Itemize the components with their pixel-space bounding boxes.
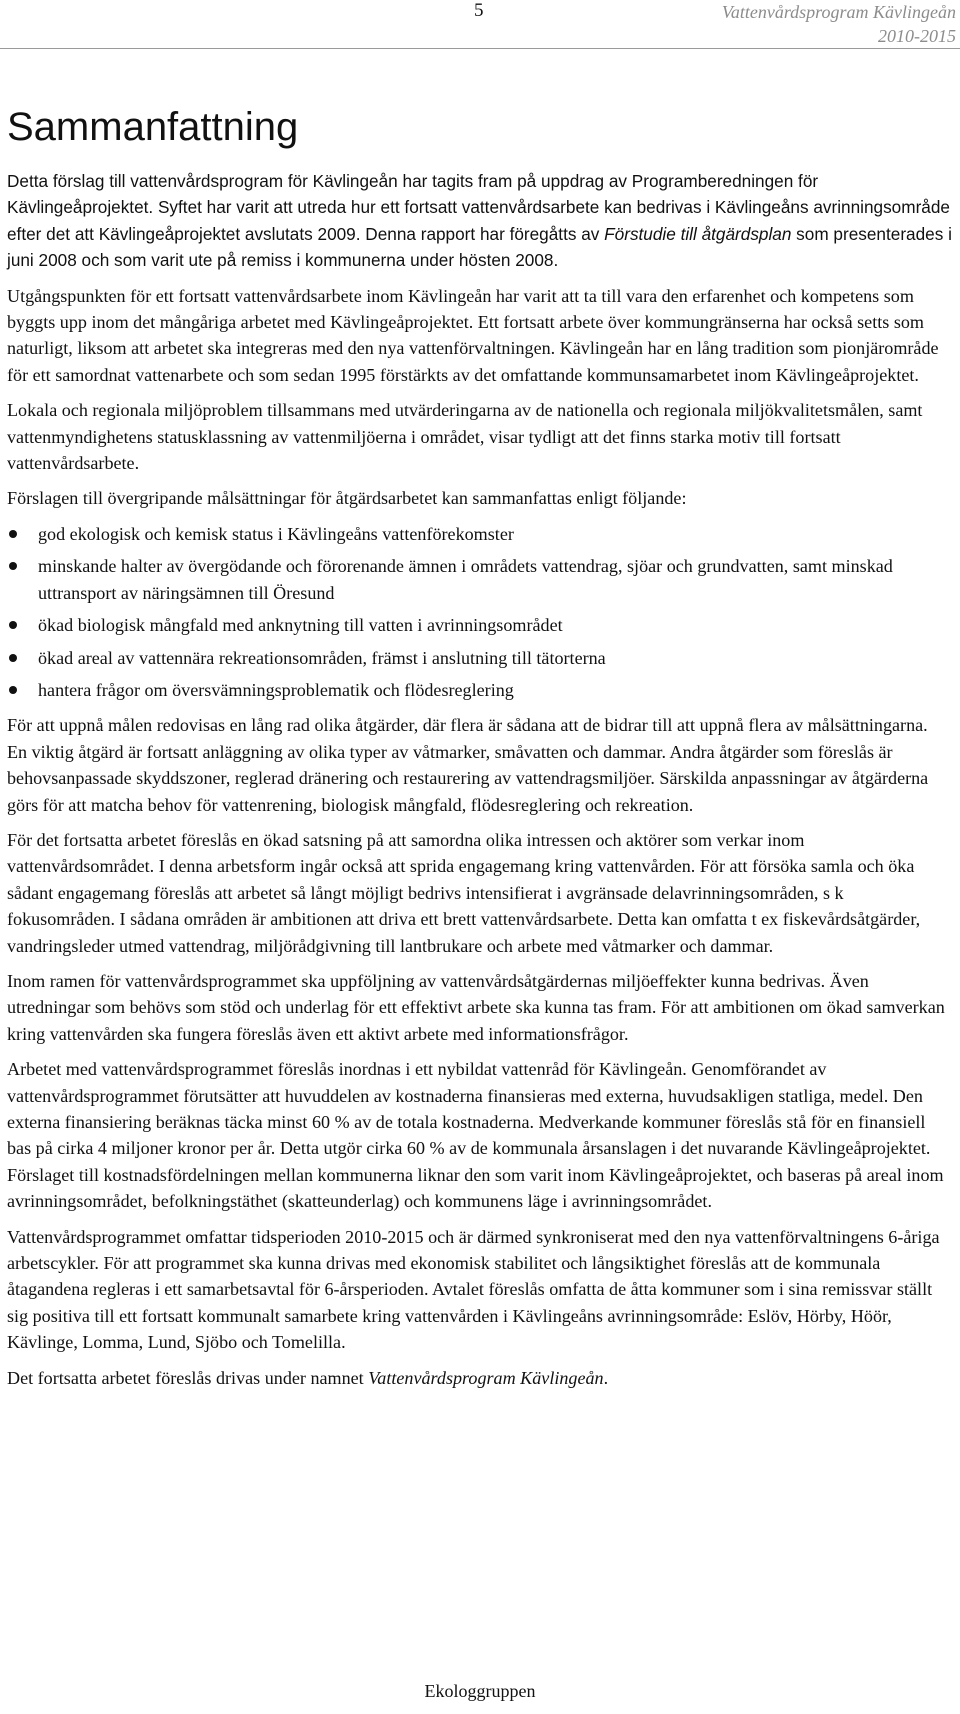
bullet-icon xyxy=(9,654,17,662)
paragraph-follow-up: Inom ramen för vattenvårdsprogrammet ska uppföljning av vattenvårdsåtgärdernas miljöeffekter kunna bedrivas. Även utredningar som behövs som stöd och underlag för ett effektivt arbete ska kunna tas fram. För att ambitionen om ökad samverkan kring vattenvården ska fungera föreslås även ett aktivt arbete med informationsfrågor. xyxy=(7,970,945,1044)
list-item xyxy=(7,553,952,606)
goals-list xyxy=(7,521,952,703)
list-item xyxy=(7,521,952,547)
bullet-icon xyxy=(9,562,17,570)
page-header xyxy=(0,0,960,50)
paragraph-goals-intro: Förslagen till övergripande målsättningar för åtgärdsarbetet kan sammanfattas enligt följande: xyxy=(7,488,687,509)
bullet-icon xyxy=(9,530,17,538)
page-number: 5 xyxy=(474,0,484,21)
list-item-text: god ekologisk och kemisk status i Kävlingeåns vattenförekomster xyxy=(38,523,514,544)
section-heading: Sammanfattning xyxy=(7,105,299,149)
paragraph-measures: För att uppnå målen redovisas en lång rad olika åtgärder, där flera är sådana att de bidrar till att uppnå flera av målsättningarna. En viktig åtgärd är fortsatt anläggning av olika typer av våtmarker, småvatten och dammar. Andra åtgärder som föreslås är behovsanpassade skyddszoner, reglerad dränering och restaurering av vattendragsmiljöer. Särskilda anpassningar av åtgärderna görs för att matcha behov för vattenrening, biologisk mångfald, flödesreglering och rekreation. xyxy=(7,715,929,815)
paragraph-starting-point: Utgångspunkten för ett fortsatt vattenvårdsarbete inom Kävlingeån har varit att ta till vara den erfarenhet och kompetens som byggts upp inom det mångåriga arbetet med Kävlingeåprojektet. Ett fortsatt arbete över kommungränserna har också setts som naturligt, liksom att arbetet ska integreras med den nya vattenförvaltningen. Kävlingeån har en lång tradition som pionjärområde för ett samordnat vattenarbete och som sedan 1995 förstärkts av det omfattande kommunsamarbetet inom Kävlingeåprojektet. xyxy=(7,285,939,385)
page-footer: Ekologgruppen xyxy=(424,1681,536,1701)
list-item xyxy=(7,612,952,638)
list-item-text: hantera frågor om översvämningsproblematik och flödesreglering xyxy=(38,679,514,700)
paragraph-cooperation: För det fortsatta arbetet föreslås en ökad satsning på att samordna olika intressen och aktörer som verkar inom vattenvårdsområdet. I denna arbetsform ingår också att sprida engagemang kring vattenvården. För att försöka samla och öka sådant engagemang föreslås att arbetet så långt möjligt bedrivs intensifierat i avgränsade delavrinningsområden, s k fokusområden. I sådana områden är ambitionen att driva ett brett vattenvårdsarbete. Detta kan omfatta t ex fiskevårdsåtgärder, vandringsleder utmed vattendrag, miljörådgivning till lantbrukare och arbete med våtmarker och dammar. xyxy=(7,829,921,956)
paragraph-program-name xyxy=(7,1365,952,1391)
report-title-italic: Förstudie till åtgärdsplan xyxy=(604,223,792,244)
paragraph-intro-text-a: Detta förslag till vattenvårdsprogram för Kävlingeån har tagits fram på uppdrag av Programberedningen för Kävlingeåprojektet. Syftet har varit att utreda hur ett fortsatt vattenvårdsarbete kan bedrivas i Kävlingeåns avrinningsområde efter det att Kävlingeåprojektet avslutats 2009. Denna rapport har föregåtts av xyxy=(7,171,950,244)
paragraph-financing: Arbetet med vattenvårdsprogrammet föreslås inordnas i ett nybildat vattenråd för Kävlingeån. Genomförandet av vattenvårdsprogrammet förutsätter att huvuddelen av kostnaderna finansieras med externa, huvudsakligen statliga, medel. Den externa finansiering beräknas täcka minst 60 % av de totala kostnaderna. Medverkande kommuner föreslås stå för en finansiell bas på cirka 4 miljoner kronor per år. Detta utgör cirka 60 % av de kommunala årsanslagen i det nuvarande Kävlingeåprojektet. Förslaget till kostnadsfördelningen mellan kommunerna liknar den som varit inom Kävlingeåprojektet, och baseras på areal inom avrinningsområdet, befolkningstäthet (skatteunderlag) och kommunens läge i avrinningsområdet. xyxy=(7,1059,944,1212)
paragraph-environmental-problems: Lokala och regionala miljöproblem tillsammans med utvärderingarna av de nationella och regionala miljökvalitetsmålen, samt vattenmyndighetens statusklassning av vattenmiljöerna i området, visar tydligt att det finns starka motiv till fortsatt vattenvårdsarbete. xyxy=(7,400,923,474)
program-name-italic: Vattenvårdsprogram Kävlingeån xyxy=(368,1367,604,1388)
list-item xyxy=(7,677,952,703)
running-title xyxy=(722,0,956,48)
paragraph-program-name-text-b: . xyxy=(603,1367,609,1388)
list-item xyxy=(7,645,952,671)
running-title-line1: Vattenvårdsprogram Kävlingeån xyxy=(721,2,956,22)
bullet-icon xyxy=(9,621,17,629)
header-divider xyxy=(0,48,960,49)
bullet-icon xyxy=(9,686,17,694)
paragraph-intro-text-b: som presenterades i juni 2008 och som varit ute på remiss i kommunerna under hösten 2008. xyxy=(7,223,952,271)
list-item-text: ökad biologisk mångfald med anknytning till vatten i avrinningsområdet xyxy=(38,615,563,636)
page-body xyxy=(7,103,952,1400)
paragraph-time-period: Vattenvårdsprogrammet omfattar tidsperioden 2010-2015 och är därmed synkroniserat med den nya vattenförvaltningens 6-åriga arbetscykler. För att programmet ska kunna drivas med ekonomisk stabilitet och långsiktighet föreslås att de kommunala åtagandena regleras i ett samarbetsavtal för 6-årsperioden. Avtalet föreslås omfatta de åtta kommuner som i sina remissvar ställt sig positiva till ett fortsatt kommunalt samarbete kring vattenvården i Kävlingeåns avrinningsområde: Eslöv, Hörby, Höör, Kävlinge, Lomma, Lund, Sjöbo och Tomelilla. xyxy=(7,1226,940,1353)
list-item-text: ökad areal av vattennära rekreationsområden, främst i anslutning till tätorterna xyxy=(38,647,606,668)
paragraph-program-name-text-a: Det fortsatta arbetet föreslås drivas under namnet xyxy=(7,1367,369,1388)
running-title-line2: 2010-2015 xyxy=(878,26,956,46)
paragraph-intro xyxy=(7,168,952,274)
list-item-text: minskande halter av övergödande och förorenande ämnen i områdets vattendrag, sjöar och grundvatten, samt minskad uttransport av näringsämnen till Öresund xyxy=(38,556,893,603)
